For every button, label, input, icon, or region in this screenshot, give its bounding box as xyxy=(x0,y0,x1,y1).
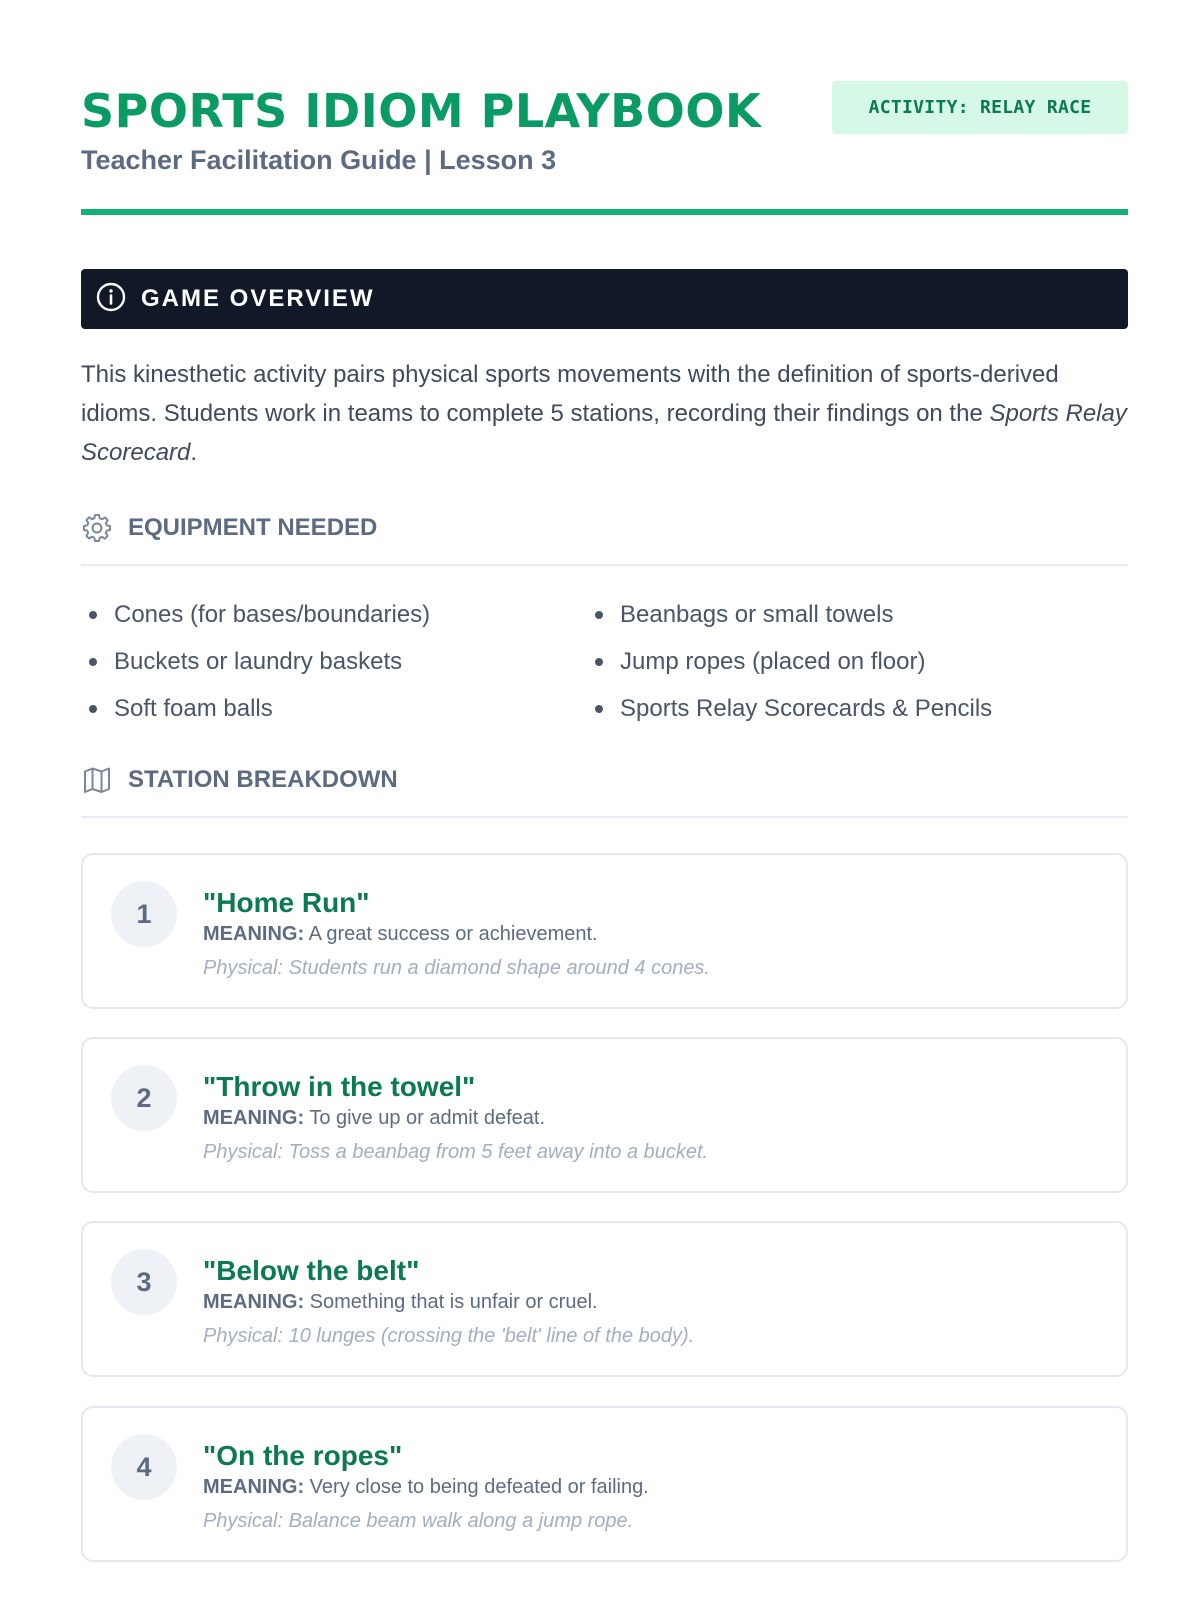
station-physical: Physical: Balance beam walk along a jump rope. xyxy=(203,1510,634,1532)
station-number: 3 xyxy=(111,1249,177,1315)
meaning-label: MEANING: xyxy=(203,1107,305,1129)
equipment-heading: EQUIPMENT NEEDED xyxy=(128,514,378,541)
station-card-2 xyxy=(81,1037,1128,1193)
station-meaning xyxy=(203,1476,649,1499)
meaning-text: Something that is unfair or cruel. xyxy=(309,1291,598,1313)
meaning-label: MEANING: xyxy=(203,1476,305,1498)
overview-text-end: . xyxy=(190,439,198,466)
station-idiom: "Below the belt" xyxy=(203,1255,420,1286)
list-item xyxy=(81,596,587,633)
bullet-icon xyxy=(89,705,97,713)
station-meaning xyxy=(203,1291,598,1314)
equipment-item-label: Soft foam balls xyxy=(114,694,273,722)
page-header xyxy=(81,0,1128,215)
equipment-item-label: Jump ropes (placed on floor) xyxy=(620,647,926,675)
map-icon xyxy=(81,762,113,801)
info-icon xyxy=(95,281,127,318)
meaning-text: A great success or achievement. xyxy=(308,923,598,945)
bullet-icon xyxy=(595,705,603,713)
facilitation-guide-page xyxy=(81,0,1128,1532)
station-physical: Physical: Students run a diamond shape around 4 cones. xyxy=(203,957,710,979)
bullet-icon xyxy=(595,658,603,666)
list-item xyxy=(587,643,1093,680)
station-idiom: "On the ropes" xyxy=(203,1440,403,1471)
page-subtitle: Teacher Facilitation Guide | Lesson 3 xyxy=(81,145,557,175)
bullet-icon xyxy=(89,611,97,619)
station-number: 1 xyxy=(111,881,177,947)
list-item xyxy=(81,690,587,727)
station-card-3 xyxy=(81,1221,1128,1377)
equipment-list xyxy=(81,596,1128,727)
page-title: SPORTS IDIOM PLAYBOOK xyxy=(81,84,762,138)
header-divider xyxy=(81,209,1128,215)
game-overview-banner xyxy=(81,269,1128,329)
bullet-icon xyxy=(595,611,603,619)
list-item xyxy=(81,643,587,680)
meaning-label: MEANING: xyxy=(203,923,305,945)
scorecard-emphasis: Sports Relay Scorecard xyxy=(81,400,1127,466)
equipment-section-header xyxy=(81,510,1128,566)
bullet-icon xyxy=(89,658,97,666)
station-breakdown-heading: STATION BREAKDOWN xyxy=(128,766,398,793)
list-item xyxy=(587,596,1093,633)
station-card-4 xyxy=(81,1406,1128,1562)
meaning-text: To give up or admit defeat. xyxy=(309,1107,546,1129)
meaning-text: Very close to being defeated or failing. xyxy=(309,1476,649,1498)
gear-icon xyxy=(81,510,113,549)
equipment-item-label: Sports Relay Scorecards & Pencils xyxy=(620,694,993,722)
overview-text-main: This kinesthetic activity pairs physical sports movements with the definition of sports-derived idioms. Students work in teams to complete 5 stations, recording their findings on the xyxy=(81,361,1059,427)
station-meaning xyxy=(203,923,598,946)
station-physical: Physical: Toss a beanbag from 5 feet away into a bucket. xyxy=(203,1141,709,1163)
equipment-item-label: Beanbags or small towels xyxy=(620,600,894,628)
game-overview-text xyxy=(81,355,1128,472)
station-idiom: "Home Run" xyxy=(203,887,370,918)
list-item xyxy=(587,690,1093,727)
station-number: 2 xyxy=(111,1065,177,1131)
station-physical: Physical: 10 lunges (crossing the 'belt' line of the body). xyxy=(203,1325,695,1347)
game-overview-heading: GAME OVERVIEW xyxy=(141,285,375,312)
meaning-label: MEANING: xyxy=(203,1291,305,1313)
station-meaning xyxy=(203,1107,545,1130)
equipment-item-label: Cones (for bases/boundaries) xyxy=(114,600,431,628)
station-number: 4 xyxy=(111,1434,177,1500)
activity-badge: ACTIVITY: RELAY RACE xyxy=(832,81,1128,134)
equipment-item-label: Buckets or laundry baskets xyxy=(114,647,403,675)
station-idiom: "Throw in the towel" xyxy=(203,1071,476,1102)
station-card-1 xyxy=(81,853,1128,1009)
station-section-header xyxy=(81,762,1128,818)
